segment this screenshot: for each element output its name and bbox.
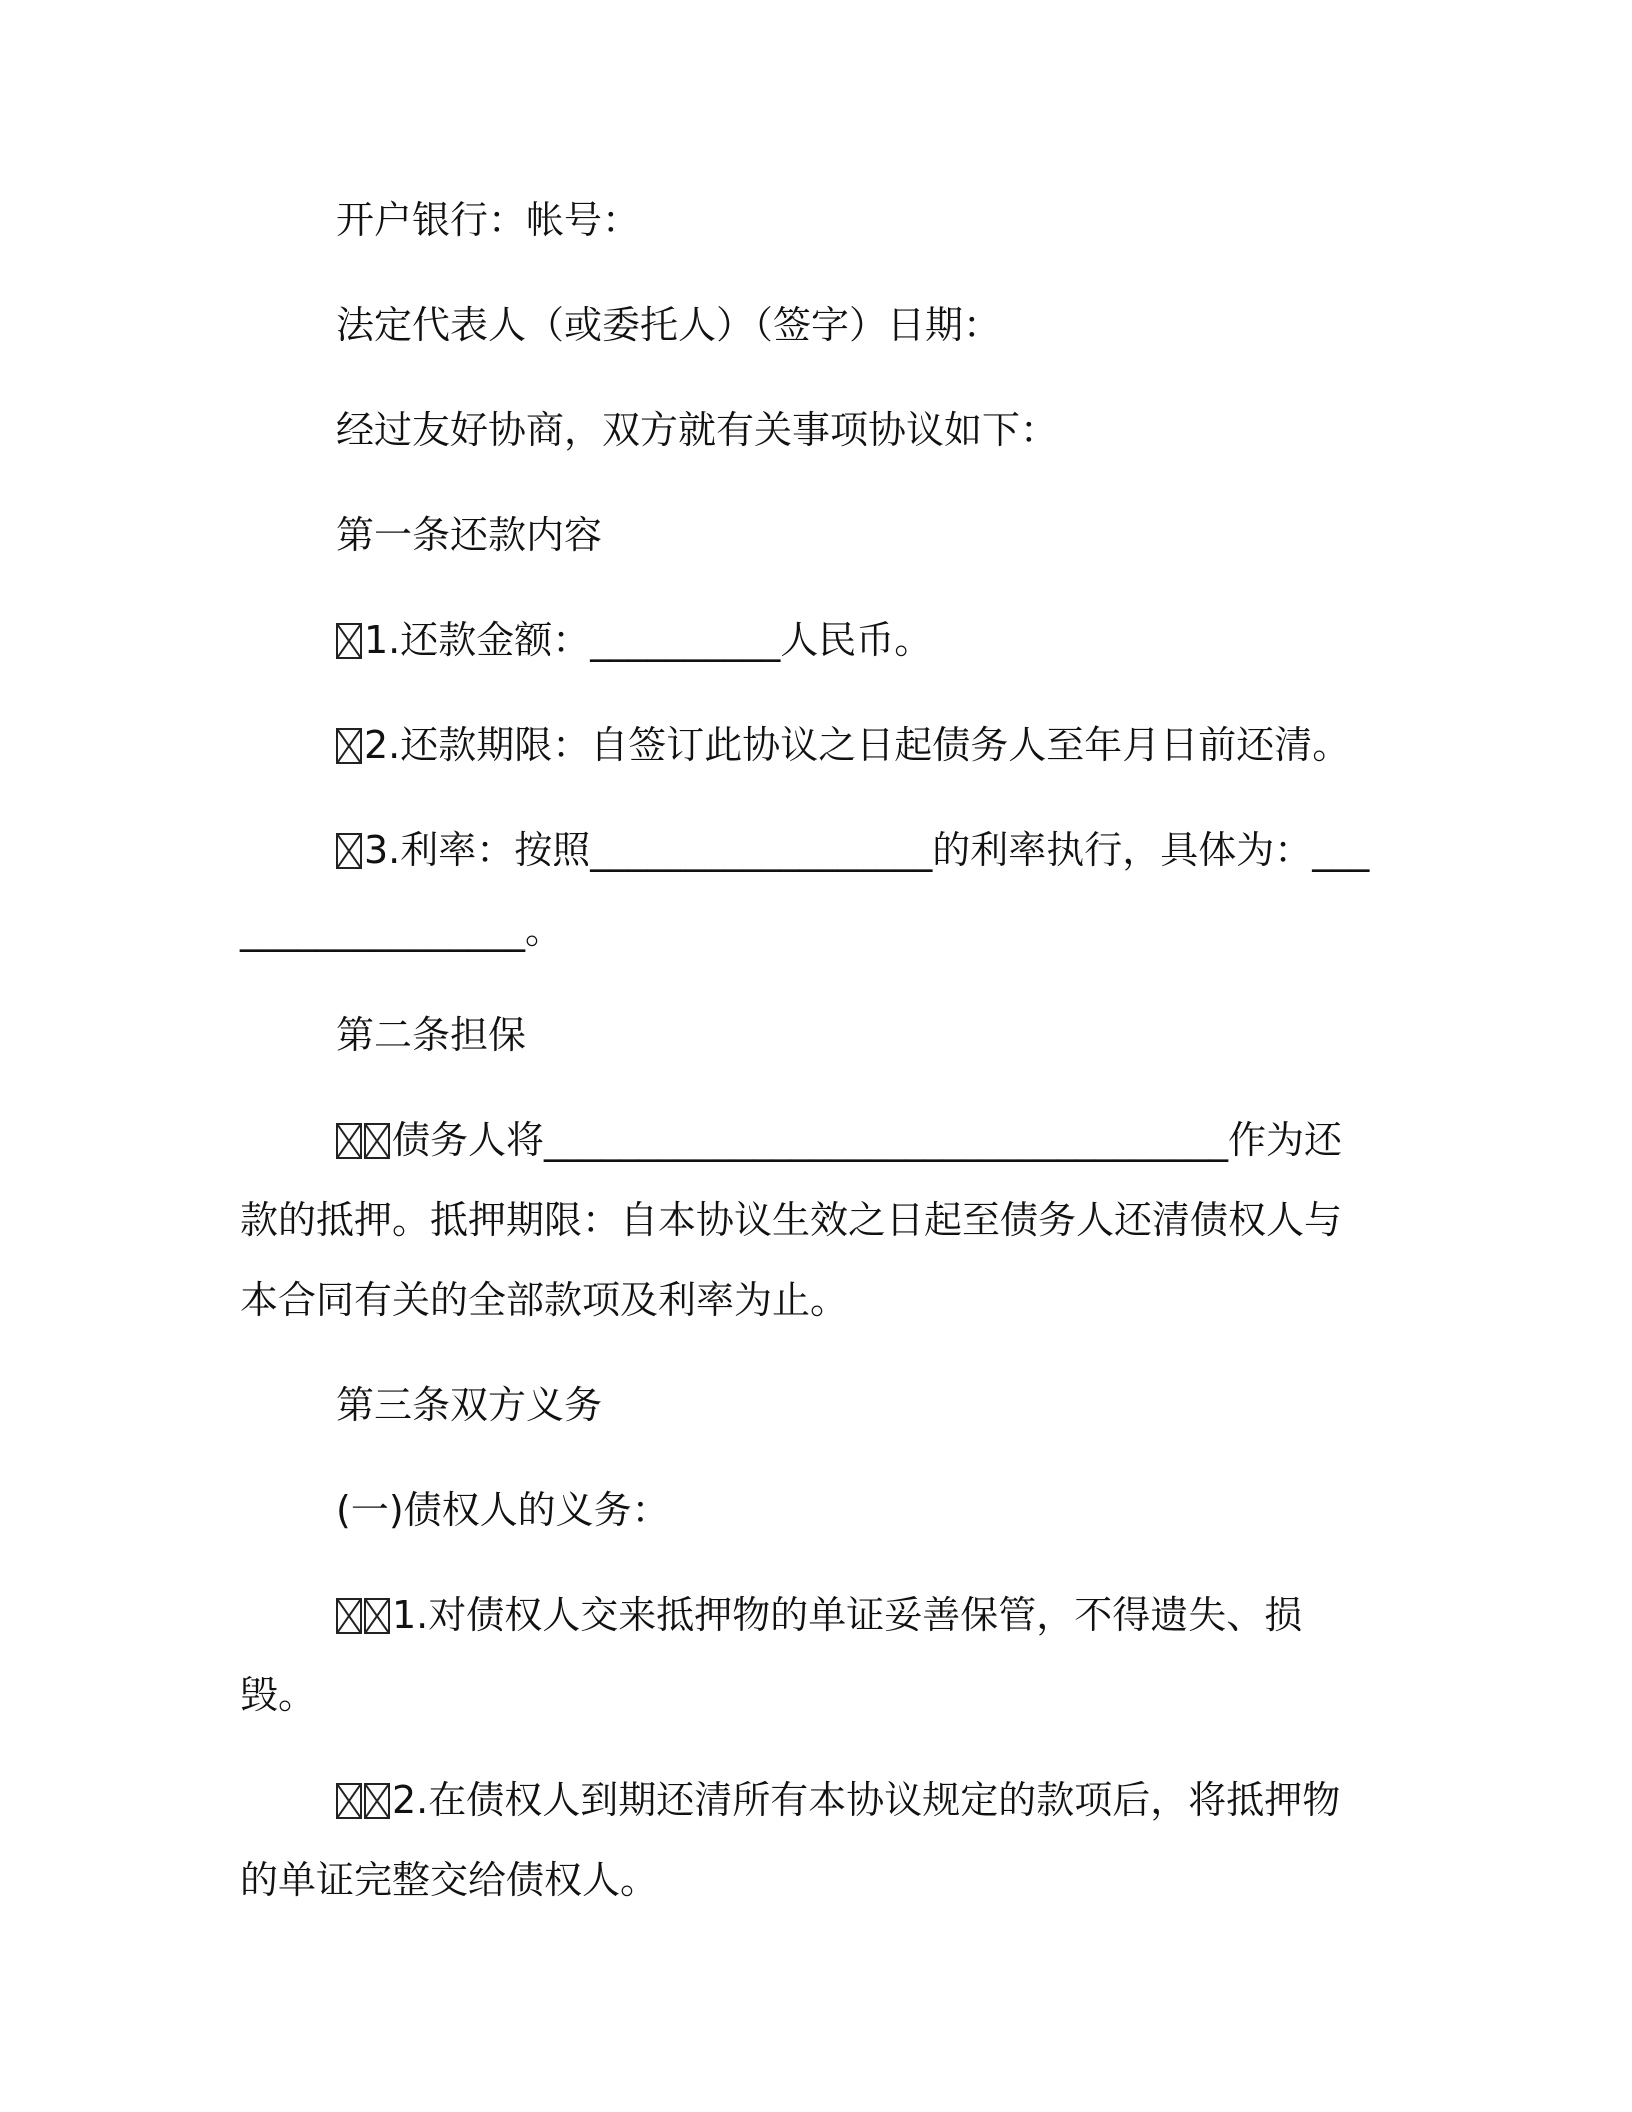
missing-glyph-icon xyxy=(336,1598,362,1634)
article-2-title-text: 第二条担保 xyxy=(336,1013,527,1057)
intro-text: 经过友好协商，双方就有关事项协议如下： xyxy=(336,408,1059,452)
missing-glyph-icon xyxy=(336,623,362,659)
article-1-item-3-text: 3.利率：按照__________________的利率执行，具体为：__________________。 xyxy=(240,828,1370,952)
article-3-item-2 xyxy=(240,1760,1370,1920)
legal-representative-line xyxy=(240,285,1370,365)
bank-account-line xyxy=(240,180,1370,260)
missing-glyph-icon xyxy=(364,1123,390,1159)
article-2-title xyxy=(240,995,1370,1075)
document-body xyxy=(240,180,1370,1945)
article-2-paragraph xyxy=(240,1100,1370,1340)
missing-glyph-icon xyxy=(336,728,362,764)
article-1-item-3 xyxy=(240,810,1370,970)
article-1-item-1-text: 1.还款金额：__________人民币。 xyxy=(364,618,933,662)
article-2-text: 债务人将____________________________________作为还款的抵押。抵押期限：自本协议生效之日起至债务人还清债权人与本合同有关的全部款项及利率为止。 xyxy=(240,1118,1343,1322)
article-1-title xyxy=(240,495,1370,575)
article-1-item-1 xyxy=(240,600,1370,680)
legal-representative-text: 法定代表人（或委托人）（签字）日期： xyxy=(336,303,1002,347)
article-3-title xyxy=(240,1365,1370,1445)
bank-account-text: 开户银行：帐号： xyxy=(336,198,641,242)
article-3-subsection-1-text: (一)债权人的义务： xyxy=(336,1488,670,1532)
article-1-item-2 xyxy=(240,705,1370,785)
missing-glyph-icon xyxy=(336,1123,362,1159)
article-1-item-2-text: 2.还款期限：自签订此协议之日起债务人至年月日前还清。 xyxy=(364,723,1351,767)
article-1-title-text: 第一条还款内容 xyxy=(336,513,603,557)
intro-paragraph xyxy=(240,390,1370,470)
article-3-item-2-text: 2.在债权人到期还清所有本协议规定的款项后，将抵押物的单证完整交给债权人。 xyxy=(240,1778,1341,1902)
missing-glyph-icon xyxy=(336,833,362,869)
article-3-item-1-text: 1.对债权人交来抵押物的单证妥善保管，不得遗失、损毁。 xyxy=(240,1593,1303,1717)
missing-glyph-icon xyxy=(336,1783,362,1819)
article-3-item-1 xyxy=(240,1575,1370,1735)
article-3-title-text: 第三条双方义务 xyxy=(336,1383,603,1427)
missing-glyph-icon xyxy=(364,1598,390,1634)
article-3-subsection-1 xyxy=(240,1470,1370,1550)
missing-glyph-icon xyxy=(364,1783,390,1819)
